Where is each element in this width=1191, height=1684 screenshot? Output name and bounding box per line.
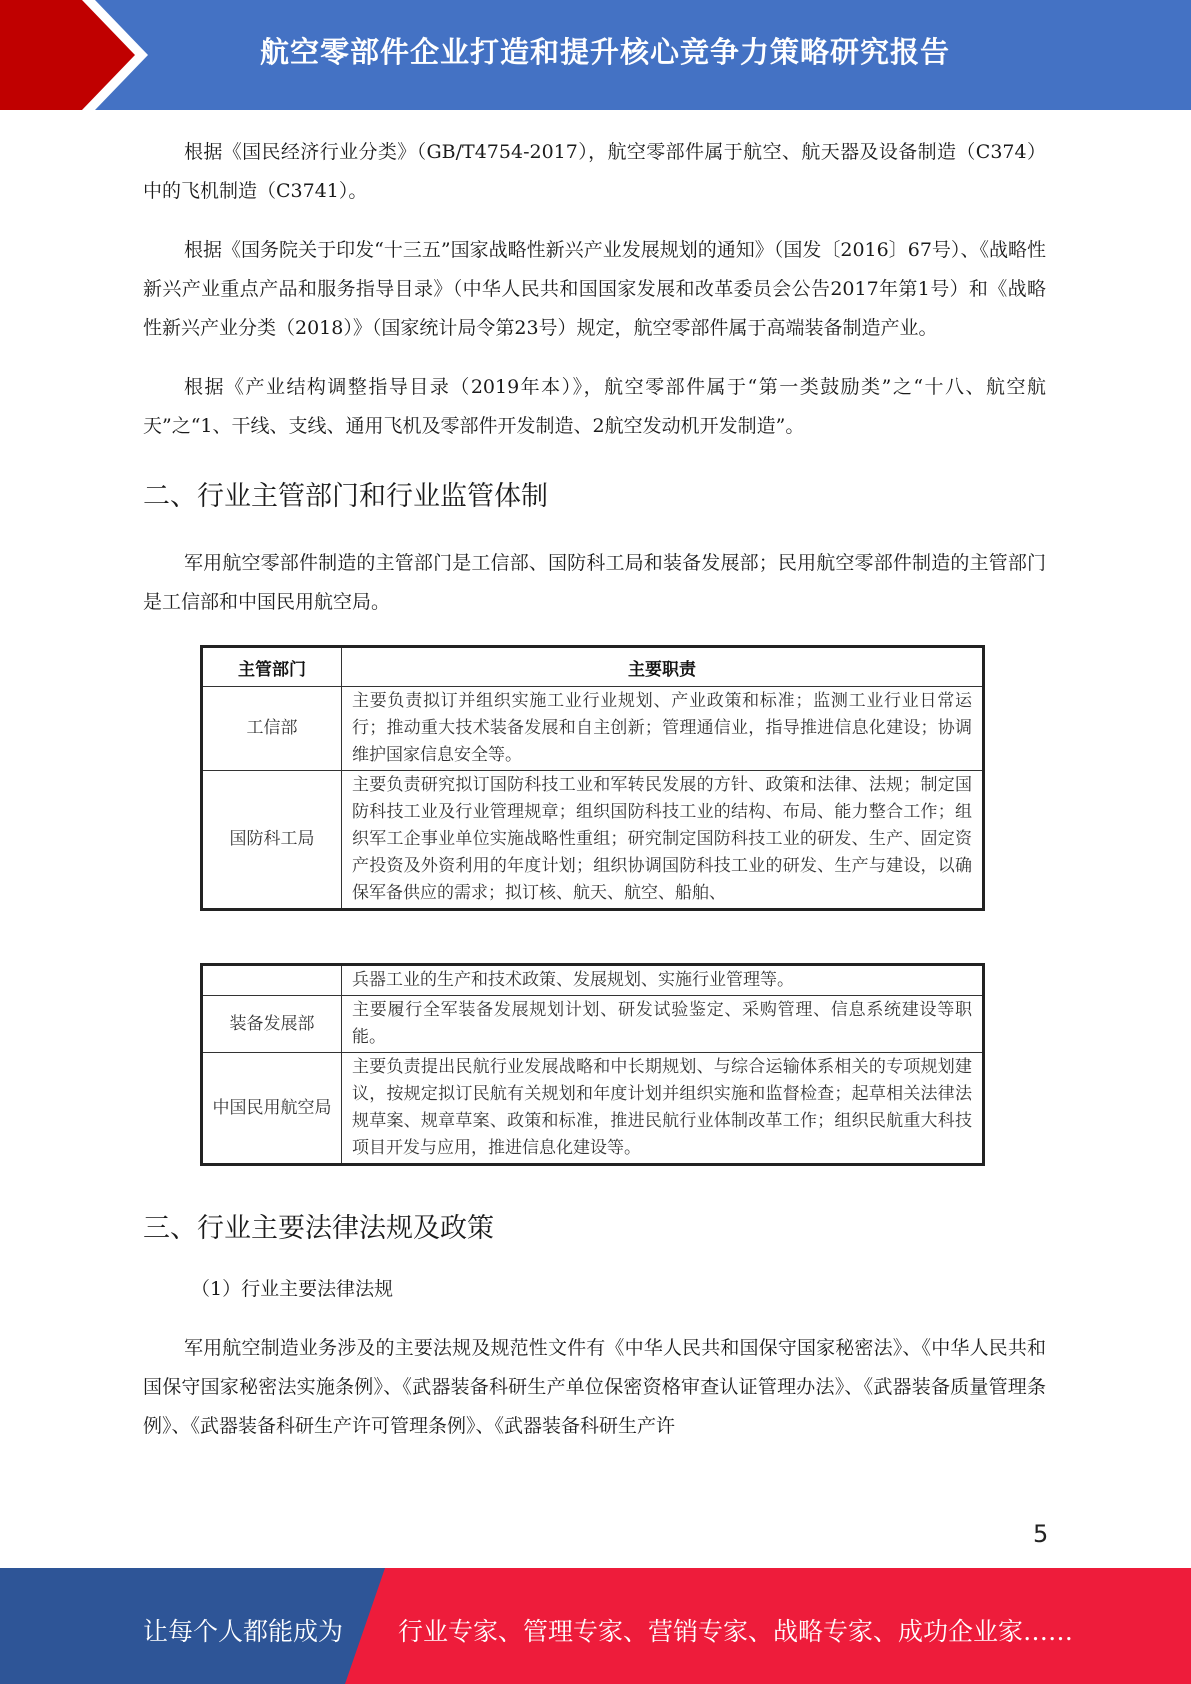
regulator-table-part2 xyxy=(200,963,985,1166)
table-row xyxy=(202,771,984,910)
paragraph-industry-catalog: 根据《产业结构调整指导目录（2019年本）》，航空零部件属于“第一类鼓励类”之“十八、航空航天”之“1、干线、支线、通用飞机及零部件开发制造、2航空发动机开发制造”。 xyxy=(143,376,1046,437)
page-footer xyxy=(0,1568,1191,1684)
paragraph-military-laws: 军用航空制造业务涉及的主要法规及规范性文件有《中华人民共和国保守国家秘密法》、《中华人民共和国保守国家秘密法实施条例》、《武器装备科研生产单位保密资格审查认证管理办法》、《武器装备质量管理条例》、《武器装备科研生产许可管理条例》、《武器装备科研生产许 xyxy=(143,1337,1046,1437)
paragraph-industry-classification: 根据《国民经济行业分类》（GB/T4754-2017），航空零部件属于航空、航天器及设备制造（C374）中的飞机制造（C3741）。 xyxy=(143,141,1046,202)
table-cell-duty: 主要负责提出民航行业发展战略和中长期规划、与综合运输体系相关的专项规划建议，按规定拟订民航有关规划和年度计划并组织实施和监督检查；起草相关法律法规草案、规章草案、政策和标准，推进民航行业体制改革工作；组织民航重大科技项目开发与应用，推进信息化建设等。 xyxy=(342,1053,984,1165)
paragraph-strategic-industry: 根据《国务院关于印发“十三五”国家战略性新兴产业发展规划的通知》（国发〔2016〕67号）、《战略性新兴产业重点产品和服务指导目录》（中华人民共和国国家发展和改革委员会公告2017年第1号）和《战略性新兴产业分类（2018）》（国家统计局令第23号）规定，航空零部件属于高端装备制造产业。 xyxy=(143,239,1046,339)
section-heading-regulators: 二、行业主管部门和行业监管体制 xyxy=(143,481,548,512)
table-header-duty: 主要职责 xyxy=(342,647,984,687)
table-header-dept: 主管部门 xyxy=(202,647,342,687)
table-cell-dept: 国防科工局 xyxy=(202,771,342,910)
paragraph-regulators: 军用航空零部件制造的主管部门是工信部、国防科工局和装备发展部；民用航空零部件制造的主管部门是工信部和中国民用航空局。 xyxy=(143,552,1046,613)
table-cell-duty: 主要负责拟订并组织实施工业行业规划、产业政策和标准；监测工业行业日常运行；推动重大技术装备发展和自主创新；管理通信业，指导推进信息化建设；协调维护国家信息安全等。 xyxy=(342,687,984,771)
table-cell-dept xyxy=(202,965,342,996)
page-header xyxy=(0,0,1191,110)
table-row xyxy=(202,687,984,771)
table-cell-duty: 主要履行全军装备发展规划计划、研发试验鉴定、采购管理、信息系统建设等职能。 xyxy=(342,996,984,1053)
table-header-row xyxy=(202,647,984,687)
subheading-main-laws: （1）行业主要法律法规 xyxy=(191,1278,394,1300)
table-cell-dept: 中国民用航空局 xyxy=(202,1053,342,1165)
section-heading-laws: 三、行业主要法律法规及政策 xyxy=(143,1213,494,1244)
page-number: 5 xyxy=(1033,1520,1049,1548)
footer-slogan-right: 行业专家、管理专家、营销专家、战略专家、成功企业家…… xyxy=(398,1617,1074,1646)
report-title: 航空零部件企业打造和提升核心竞争力策略研究报告 xyxy=(260,35,951,69)
table-cell-dept: 装备发展部 xyxy=(202,996,342,1053)
regulator-table-part1 xyxy=(200,645,985,911)
table-cell-duty: 主要负责研究拟订国防科技工业和军转民发展的方针、政策和法律、法规；制定国防科技工业及行业管理规章；组织国防科技工业的结构、布局、能力整合工作；组织军工企事业单位实施战略性重组；研究制定国防科技工业的研发、生产、固定资产投资及外资利用的年度计划；组织协调国防科技工业的研发、生产与建设，以确保军备供应的需求；拟订核、航天、航空、船舶、 xyxy=(342,771,984,910)
footer-slogan-left: 让每个人都能成为 xyxy=(143,1617,344,1646)
table-cell-duty: 兵器工业的生产和技术政策、发展规划、实施行业管理等。 xyxy=(342,965,984,996)
table-row xyxy=(202,996,984,1053)
table-cell-dept: 工信部 xyxy=(202,687,342,771)
table-row xyxy=(202,1053,984,1165)
page-content xyxy=(143,133,1046,1446)
table-row xyxy=(202,965,984,996)
